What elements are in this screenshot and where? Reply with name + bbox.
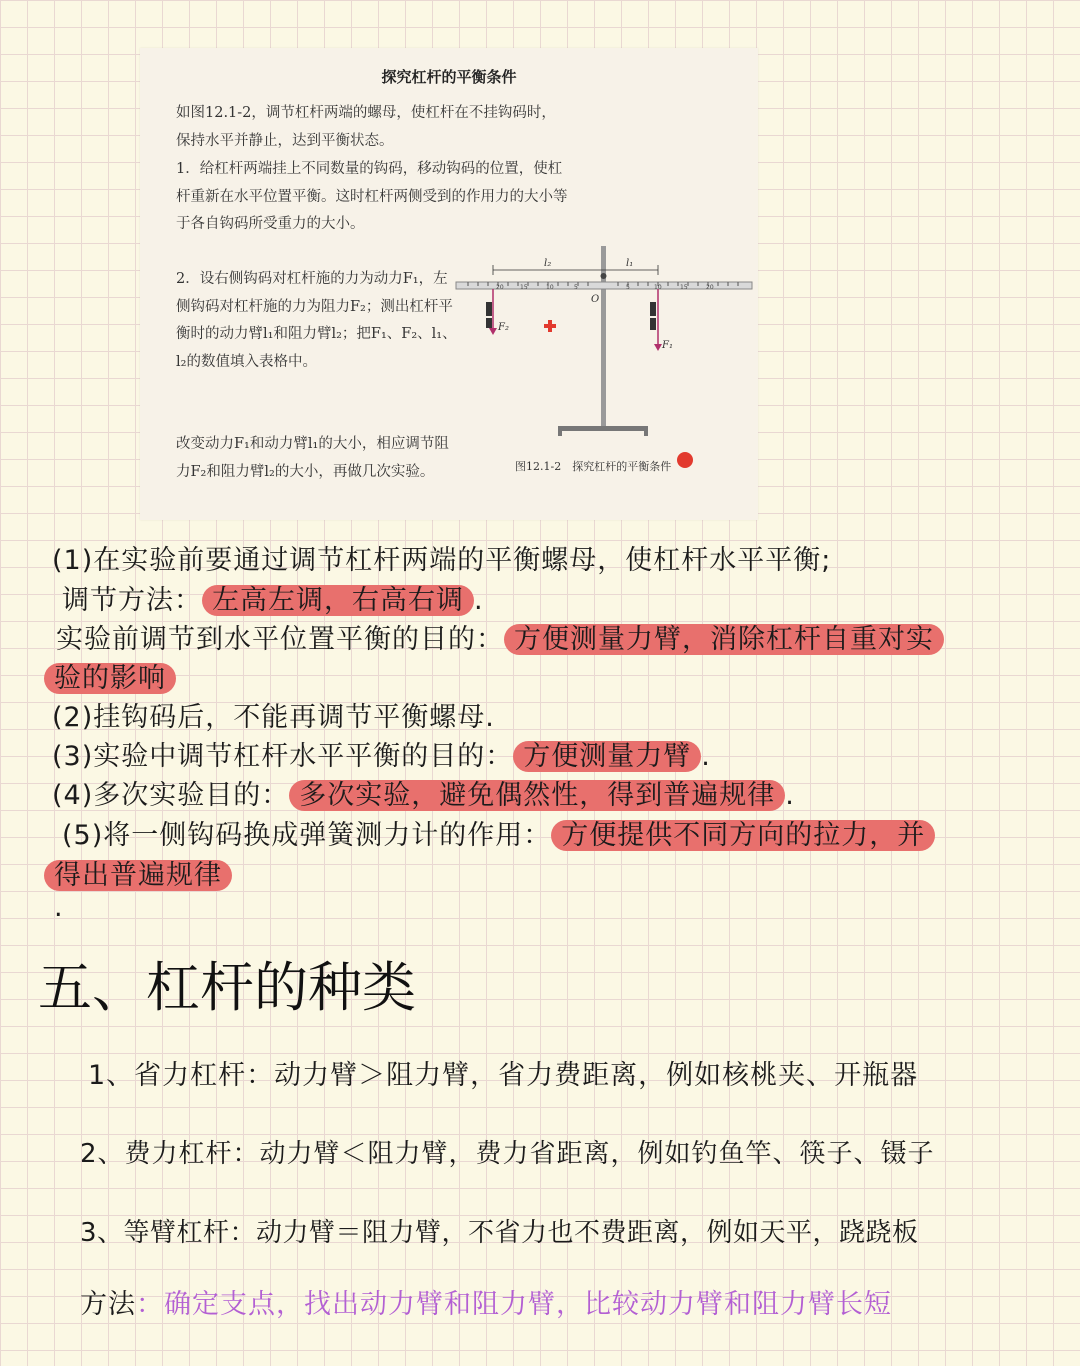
highlight-purpose-during: 方便测量力臂 (513, 741, 701, 772)
method-text: ：确定支点，找出动力臂和阻力臂，比较动力臂和阻力臂长短 (136, 1289, 892, 1320)
highlight-spring-scale: 方便提供不同方向的拉力，并 (551, 820, 935, 851)
tick-label: 15 (520, 284, 528, 291)
textbook-paragraph-intro: 如图12.1-2，调节杠杆两端的螺母，使杠杆在不挂钩码时，保持水平并静止，达到平衡状态。 (176, 105, 556, 149)
force-f1-label: F₁ (662, 340, 673, 351)
highlight-multiple-trials: 多次实验，避免偶然性，得到普遍规律 (289, 780, 785, 811)
note-line-3: (3)实验中调节杠杆水平平衡的目的： 方便测量力臂 . (52, 741, 711, 772)
right-weight (650, 302, 656, 316)
tick-label: 5 (626, 284, 630, 291)
left-weight (486, 318, 492, 328)
textbook-title: 探究杠杆的平衡条件 (381, 68, 517, 86)
textbook-paragraph-step2: 2．设右侧钩码对杠杆施的力为动力F₁，左侧钩码对杠杆施的力为阻力F₂；测出杠杆平衡时的动力臂l₁和阻力臂l₂；把F₁、F₂、l₁、l₂的数值填入表格中。 (176, 271, 457, 370)
section-heading: 五、杠杆的种类 (38, 956, 416, 1019)
force-f2-label: F₂ (498, 322, 509, 333)
note-line-2: (2)挂钩码后，不能再调节平衡螺母. (52, 702, 495, 733)
note-line-4: (4)多次实验目的： 多次实验，避免偶然性，得到普遍规律 . (52, 780, 795, 811)
pivot-label: O (591, 294, 600, 305)
tick-label: 20 (496, 284, 504, 291)
note-purpose-before-cont (44, 656, 176, 695)
red-sticker (677, 452, 693, 468)
highlight-purpose-before: 方便测量力臂，消除杠杆自重对实 (504, 624, 944, 655)
highlight-purpose-before-cont: 验的影响 (44, 663, 176, 694)
stray-dot: . (54, 892, 64, 923)
lever-type-equal-arm: 3、等臂杠杆：动力臂＝阻力臂，不省力也不费距离，例如天平，跷跷板 (80, 1218, 919, 1248)
tick-label: 5 (574, 284, 578, 291)
note-line-5: (5)将一侧钩码换成弹簧测力计的作用： 方便提供不同方向的拉力，并 (62, 813, 935, 852)
method-label: 方法 (80, 1289, 136, 1320)
stand-base (558, 426, 648, 436)
note-line-5-cont (44, 853, 232, 892)
textbook-paragraph-step1: 1．给杠杆两端挂上不同数量的钩码，移动钩码的位置，使杠杆重新在水平位置平衡。这时杠杆两侧受到的作用力的大小等于各自钩码所受重力的大小。 (176, 161, 568, 232)
highlight-adjust-method: 左高左调，右高右调 (202, 585, 474, 616)
note-purpose-before: 实验前调节到水平位置平衡的目的： 方便测量力臂，消除杠杆自重对实 (56, 617, 944, 656)
textbook-excerpt (140, 48, 758, 520)
tick-label: 20 (706, 284, 714, 291)
lever-type-distance-saving: 2、费力杠杆：动力臂＜阻力臂，费力省距离，例如钓鱼竿、筷子、镊子 (80, 1139, 935, 1169)
right-weight (650, 318, 656, 330)
tick-label: 10 (654, 284, 662, 291)
left-weight (486, 302, 492, 316)
arm-l2-label: l₂ (544, 258, 552, 269)
note-adjust-method: 调节方法： 左高左调，右高右调 . (62, 585, 484, 616)
figure-caption: 图12.1-2 探究杠杆的平衡条件 (515, 460, 672, 473)
lever-type-force-saving: 1、省力杠杆：动力臂＞阻力臂，省力费距离，例如核桃夹、开瓶器 (88, 1060, 919, 1091)
pivot-point (601, 273, 607, 279)
red-sticker (544, 320, 556, 332)
textbook-paragraph-repeat: 改变动力F₁和动力臂l₁的大小，相应调节阻力F₂和阻力臂l₂的大小，再做几次实验。 (176, 436, 449, 480)
arm-l1-label: l₁ (626, 258, 634, 269)
tick-label: 15 (680, 284, 688, 291)
highlight-spring-scale-cont: 得出普遍规律 (44, 860, 232, 891)
tick-label: 10 (546, 284, 554, 291)
method-line (80, 1282, 892, 1321)
note-line-1: (1)在实验前要通过调节杠杆两端的平衡螺母，使杠杆水平平衡; (52, 545, 832, 576)
